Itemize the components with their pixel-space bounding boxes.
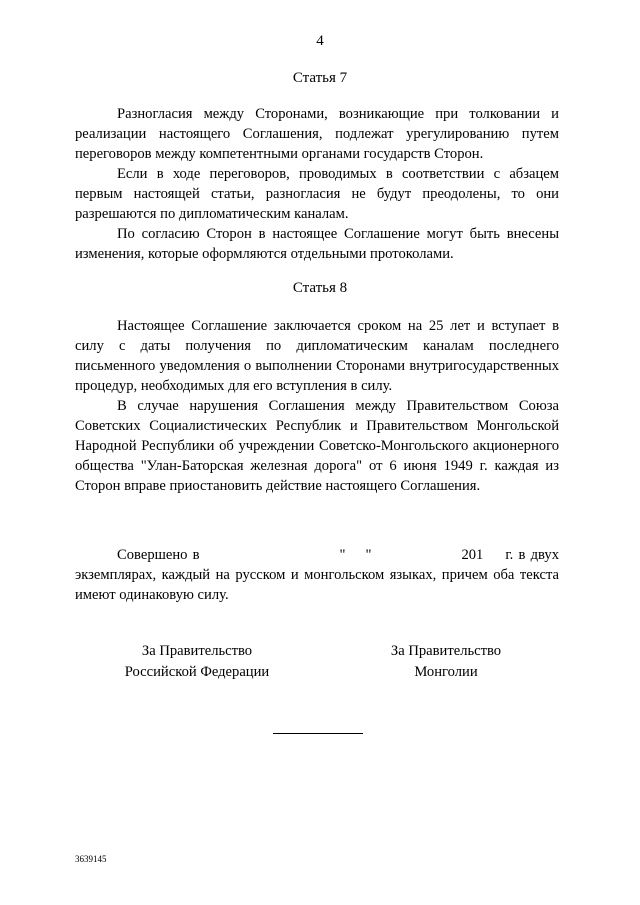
article-7-body bbox=[75, 104, 559, 264]
closing-rest: экземплярах, каждый на русском и монгольском языках, причем оба текста имеют одинаковую силу. bbox=[75, 567, 559, 603]
article-7-paragraph-1: Разногласия между Сторонами, возникающие при толковании и реализации настоящего Соглашения, подлежат урегулированию путем переговоров между компетентными органами государств Сторон. bbox=[75, 106, 559, 162]
signature-mongolia bbox=[326, 641, 566, 683]
article-7-paragraph-2: Если в ходе переговоров, проводимых в соответствии с абзацем первым настоящей статьи, разногласия не будут преодолены, то они разрешаются по дипломатическим каналам. bbox=[75, 166, 559, 222]
closing-year: 201 bbox=[461, 547, 484, 563]
closing-clause bbox=[75, 545, 559, 605]
article-8-paragraph-2: В случае нарушения Соглашения между Правительством Союза Советских Социалистических Республик и Правительством Монгольской Народной Республики об учреждении Советско-Монгольского акционерного общества "Улан-Баторская железная дорога" от 6 июня 1949 г. каждая из Сторон вправе приостановить действие настоящего Соглашения. bbox=[75, 398, 559, 494]
article-8-heading: Статья 8 bbox=[292, 280, 348, 296]
signature-russia bbox=[77, 641, 317, 683]
signature-mongolia-line-1: За Правительство bbox=[390, 643, 502, 659]
closing-tail: г. в двух bbox=[505, 547, 559, 563]
signature-russia-line-2: Российской Федерации bbox=[124, 664, 270, 680]
article-7-heading: Статья 7 bbox=[292, 70, 348, 86]
signature-russia-line-1: За Правительство bbox=[141, 643, 253, 659]
closing-paragraph bbox=[75, 545, 559, 605]
article-8-body bbox=[75, 316, 559, 496]
article-7-paragraph-3: По согласию Сторон в настоящее Соглашение могут быть внесены изменения, которые оформляются отдельными протоколами. bbox=[75, 226, 559, 262]
signature-mongolia-line-2: Монголии bbox=[414, 664, 478, 680]
article-8-paragraph-1: Настоящее Соглашение заключается сроком на 25 лет и вступает в силу с даты получения по дипломатическим каналам последнего письменного уведомления о выполнении Сторонами внутригосударственных процедур, необходимых для его вступления в силу. bbox=[75, 318, 559, 394]
closing-quote-close: " bbox=[365, 547, 372, 563]
page-number: 4 bbox=[316, 33, 324, 49]
document-code: 3639145 bbox=[75, 854, 107, 864]
closing-done-at: Совершено в bbox=[117, 547, 200, 563]
closing-rule bbox=[273, 733, 363, 734]
closing-quote-open: " bbox=[339, 547, 346, 563]
